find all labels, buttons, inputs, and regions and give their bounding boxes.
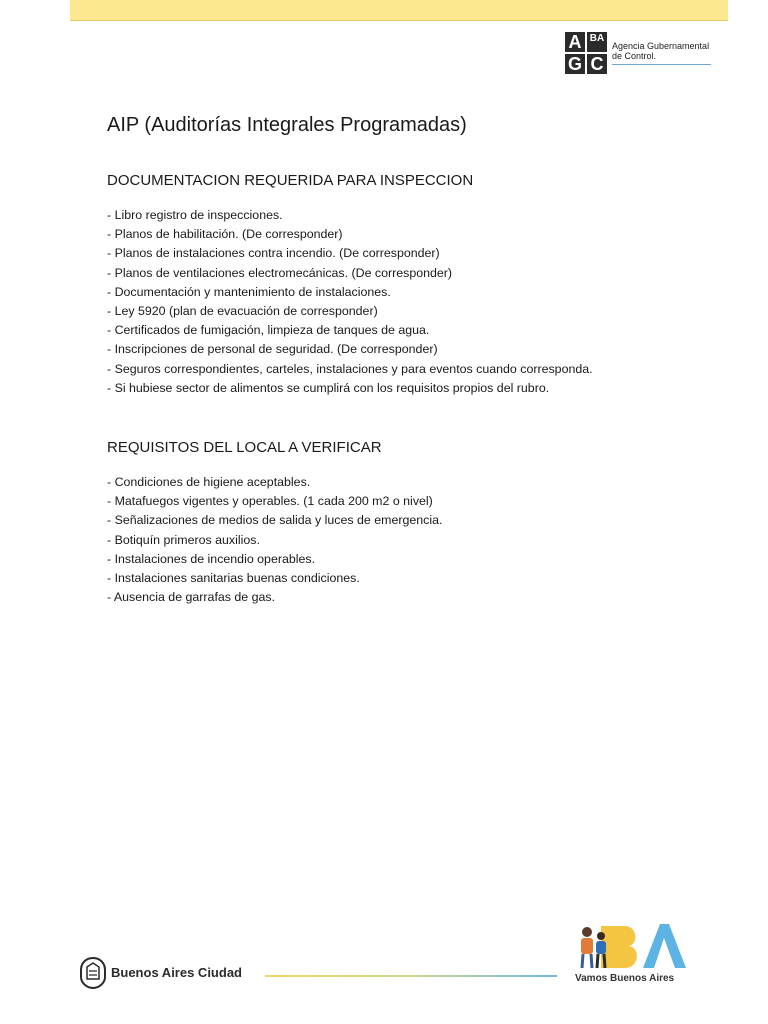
agc-logo-text-line2: de Control. xyxy=(612,51,657,61)
agc-logo-grid xyxy=(565,32,607,74)
list-item: - Planos de instalaciones contra incendio. (De corresponder) xyxy=(107,246,440,261)
top-yellow-band xyxy=(70,0,728,21)
list-item: - Documentación y mantenimiento de instalaciones. xyxy=(107,284,391,299)
list-item: - Certificados de fumigación, limpieza de tanques de agua. xyxy=(107,323,430,338)
city-seal-icon xyxy=(80,957,106,989)
list-item: - Instalaciones sanitarias buenas condiciones. xyxy=(107,571,360,586)
list-item: - Si hubiese sector de alimentos se cumplirá con los requisitos propios del rubro. xyxy=(107,380,550,395)
requirements-list xyxy=(107,473,707,607)
list-item: - Planos de habilitación. (De corresponder) xyxy=(107,227,343,242)
list-item: - Planos de ventilaciones electromecánicas. (De corresponder) xyxy=(107,265,453,280)
document-body xyxy=(107,110,707,607)
list-item: - Matafuegos vigentes y operables. (1 cada 200 m2 o nivel) xyxy=(107,494,433,509)
footer-gradient-line xyxy=(265,975,557,977)
section-heading-requirements: REQUISITOS DEL LOCAL A VERIFICAR xyxy=(107,439,382,457)
agc-logo xyxy=(565,32,715,76)
agc-logo-text-line1: Agencia Gubernamental xyxy=(612,41,710,51)
agc-logo-underline xyxy=(612,64,711,65)
agc-logo-letter-g: G xyxy=(565,54,585,74)
list-item: - Botiquín primeros auxilios. xyxy=(107,532,260,547)
section-spacer xyxy=(107,398,707,439)
vamos-buenos-aires-logo xyxy=(565,918,695,988)
list-item: - Libro registro de inspecciones. xyxy=(107,208,283,222)
city-name: Buenos Aires Ciudad xyxy=(111,965,242,980)
list-item: - Seguros correspondientes, carteles, instalaciones y para eventos cuando corresponda. xyxy=(107,361,593,376)
document-title: AIP (Auditorías Integrales Programadas) xyxy=(107,114,467,136)
list-item: - Señalizaciones de medios de salida y luces de emergencia. xyxy=(107,513,443,528)
vamos-ba-slogan: Vamos Buenos Aires xyxy=(575,973,675,984)
list-item: - Instalaciones de incendio operables. xyxy=(107,551,316,566)
section-heading-documentation: DOCUMENTACION REQUERIDA PARA INSPECCION xyxy=(107,172,474,189)
agc-logo-letter-a: A xyxy=(565,32,585,52)
documentation-list xyxy=(107,206,707,398)
list-item: - Ausencia de garrafas de gas. xyxy=(107,590,276,605)
agc-logo-ba-text: BA xyxy=(589,33,605,44)
list-item: - Ley 5920 (plan de evacuación de corresponder) xyxy=(107,304,378,319)
list-item: - Condiciones de higiene aceptables. xyxy=(107,475,311,490)
ba-letters: BA xyxy=(625,955,628,957)
vamos-ba-illustration-icon xyxy=(565,918,695,973)
list-item: - Inscripciones de personal de seguridad. (De corresponder) xyxy=(107,342,438,357)
agc-logo-text xyxy=(612,41,709,61)
agc-logo-letter-ba xyxy=(587,32,607,52)
agc-logo-letter-c: C xyxy=(587,54,607,74)
